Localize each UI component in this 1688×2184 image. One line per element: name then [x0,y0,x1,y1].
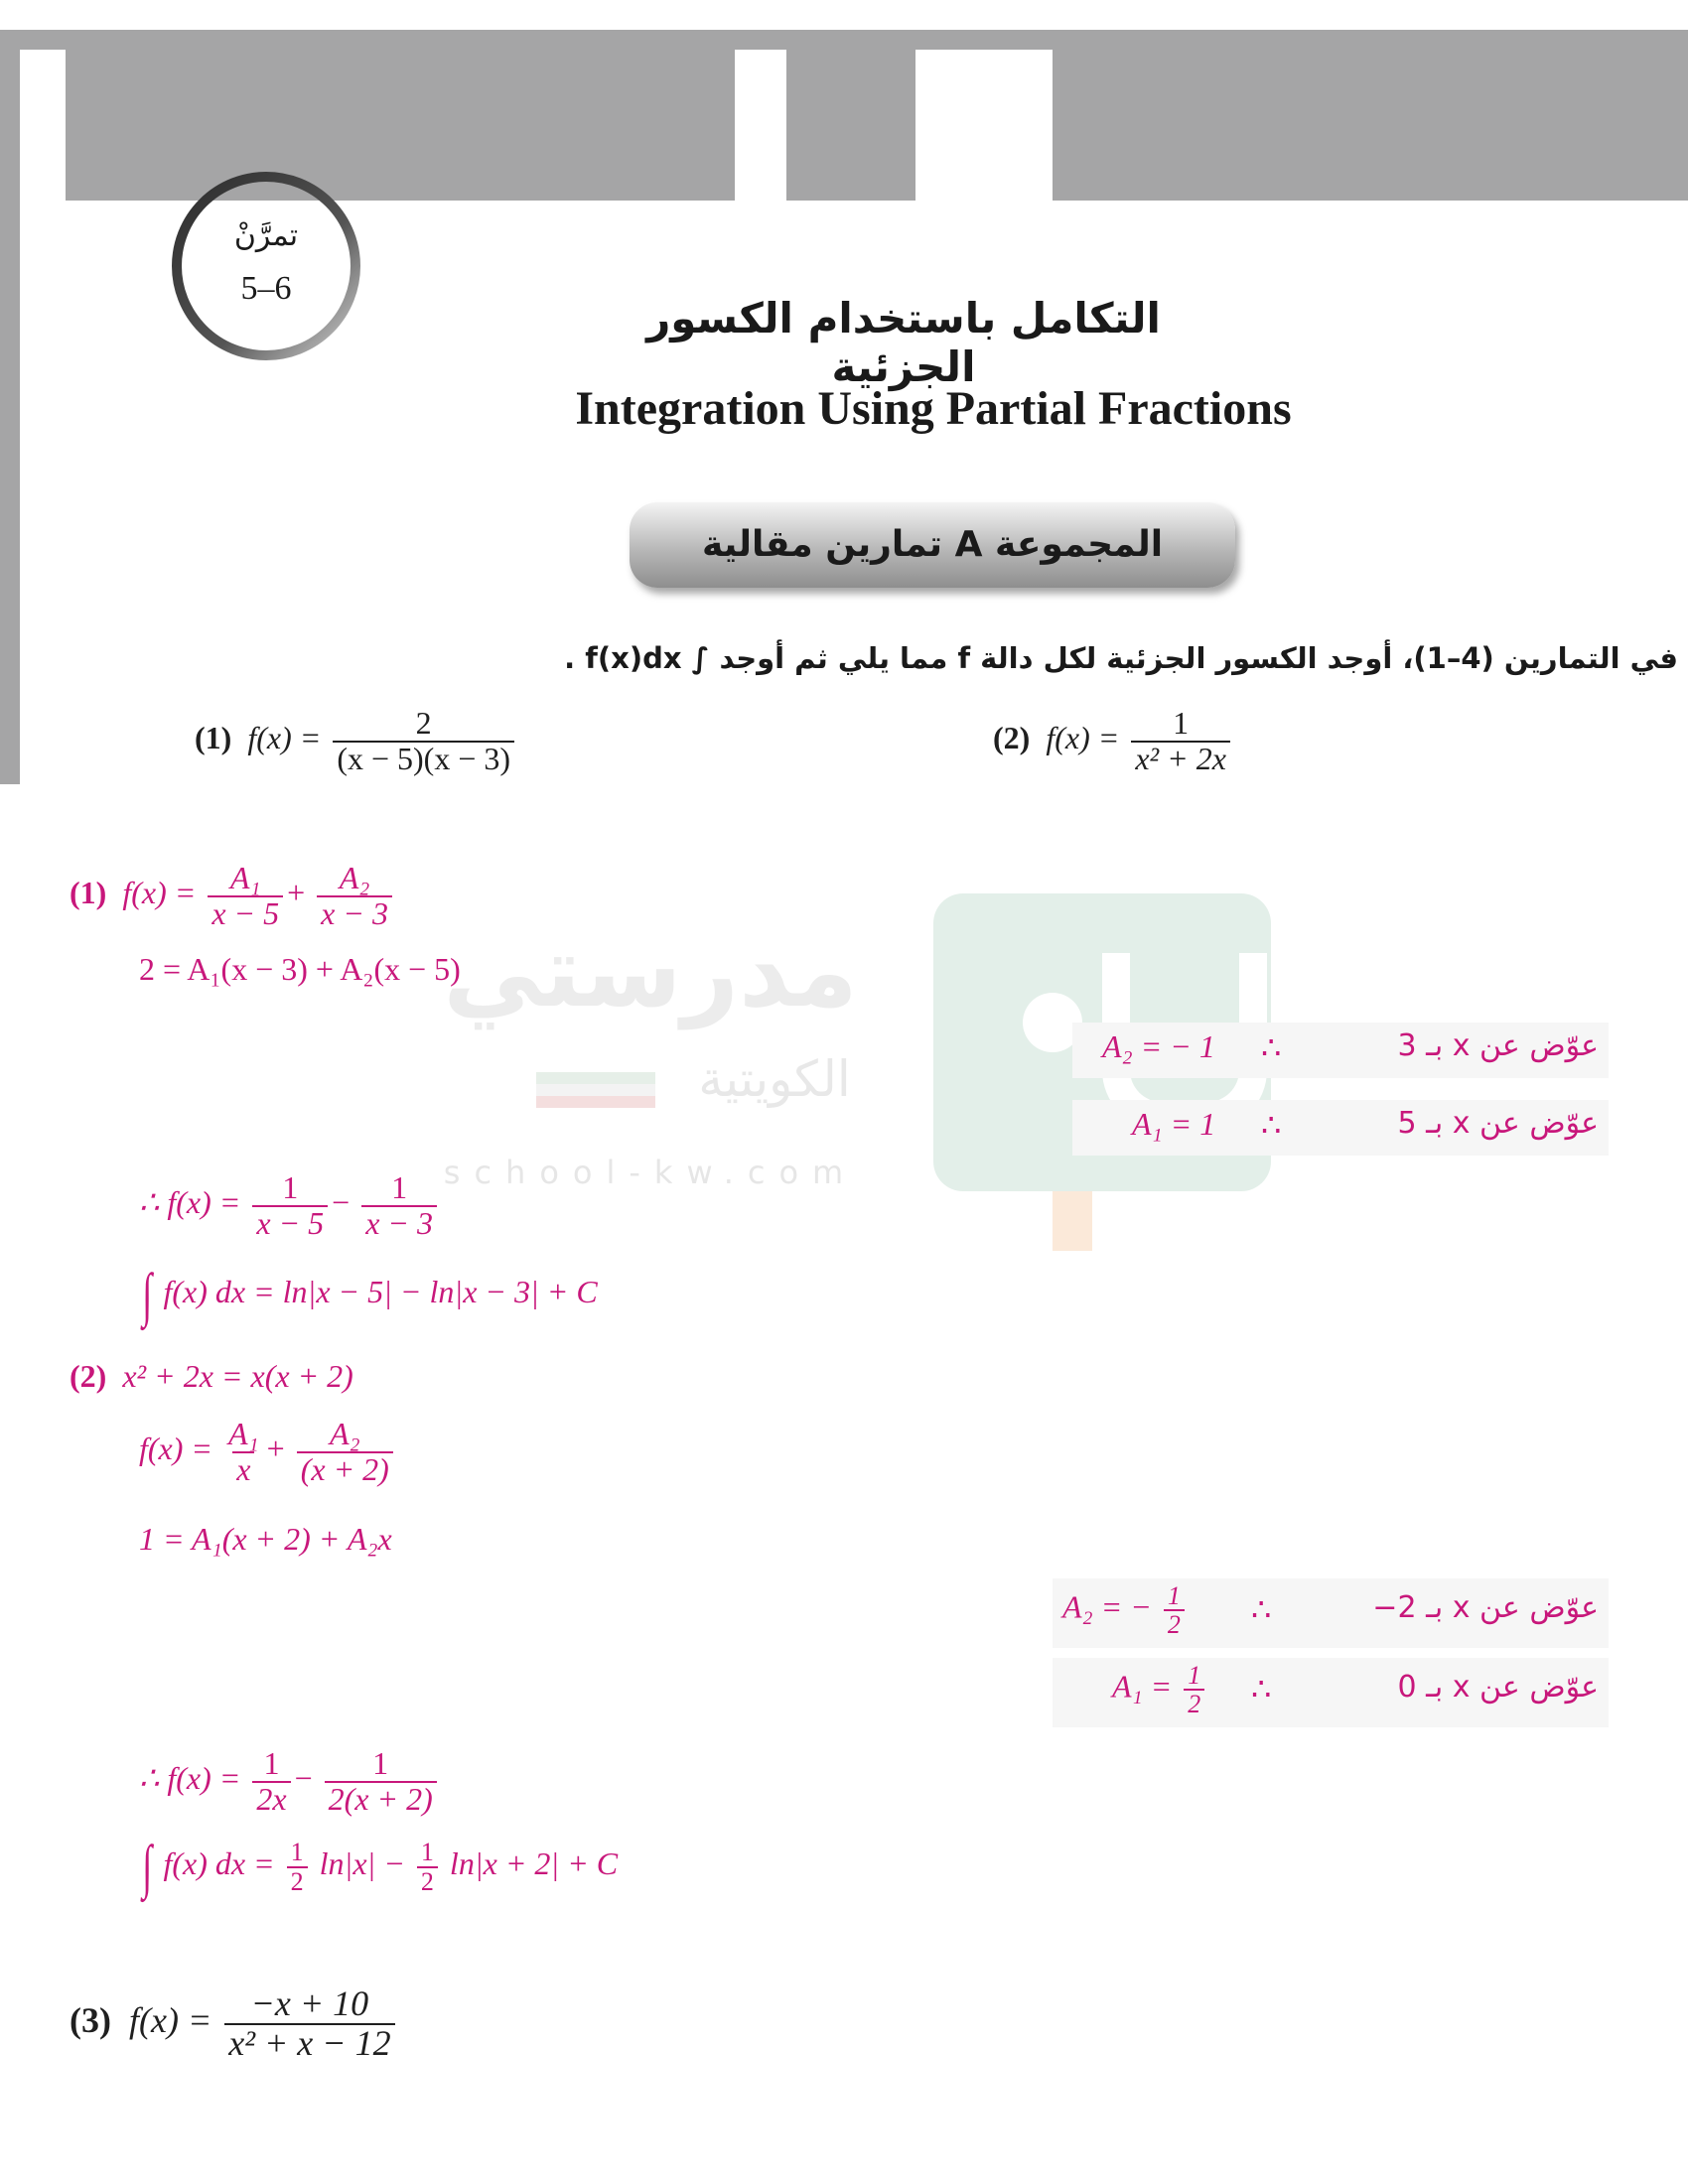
sol2-a2-den: (x + 2) [297,1451,393,1487]
sol2-line5 [139,1833,618,1901]
sol2-l5-a: f(x) dx = [163,1844,275,1881]
sol1-line1: (1) f(x) = $\frac{\text{A₁}}{x - 5}$ + $\frac{\text{A₂}}{x - 3}$ [70,862,396,930]
sol1-a2-num: A₂ [339,860,370,895]
sol1-a1-den: x − 5 [208,895,283,931]
sol2-sub1-therefore: ∴ [1251,1591,1272,1627]
header-bar-2 [786,50,915,201]
sol2-l5-frac2 [417,1839,438,1895]
sol1-l3-lhs: ∴ f(x) = [139,1183,241,1220]
sol2-a2-num: A₂ [329,1416,360,1451]
problem-1-fraction [333,707,514,775]
sol1-l4-text: f(x) dx = ln|x − 5| − ln|x − 3| + C [163,1273,598,1309]
sol2-l4-d1: 2x [252,1781,290,1817]
sol2-sub1-d: 2 [1164,1609,1185,1638]
problem-1-numerator: 2 [415,705,432,741]
watermark-logo-tab [1053,1191,1092,1251]
sol2-sub2-text: عوّض عن x بـ 0 [1397,1670,1599,1705]
sol2-l5-d2: 2 [417,1866,438,1895]
header-bar-1 [66,50,735,201]
sol2-l5-frac1 [287,1839,308,1895]
integral-icon: ∫ [142,1834,153,1899]
sol1-sub2-therefore: ∴ [1261,1107,1282,1143]
header-bar-3 [1053,50,1688,201]
sol2-sub1-text: عوّض عن x بـ 2− [1372,1590,1599,1625]
sol2-l5-n1: 1 [290,1838,304,1867]
sol2-number: (2) [70,1358,107,1394]
sol1-frac-a1 [208,862,283,930]
problem-3-fraction [224,1985,394,2063]
problem-2-numerator: 1 [1173,705,1190,741]
sol2-sub2-therefore: ∴ [1251,1671,1272,1706]
sol2-l1-text: x² + 2x = x(x + 2) [122,1358,353,1394]
sol2-l2-frac2 [297,1418,393,1486]
sol2-sub1-result [1062,1582,1189,1639]
sol2-line2: f(x) = $\frac{\text{A₁}}{x}$ + $\frac{\text{A₂}}{(x + 2)}$ [139,1418,397,1486]
sol1-l3-n1: 1 [282,1169,299,1205]
left-rule [0,30,20,784]
problem-1-number: (1) [195,719,232,755]
title-english: Integration Using Partial Fractions [575,382,1292,435]
problem-1 [195,707,518,775]
watermark-brand: مدرستي [443,913,858,1029]
sol2-sub2-frac [1184,1662,1204,1718]
sol2-sub2-d: 2 [1184,1689,1204,1717]
badge-ring [169,169,363,363]
problem-2-number: (2) [993,719,1031,755]
sol1-l3-n2: 1 [391,1169,408,1205]
instruction: في التمارين (4–1)، أوجد الكسور الجزئية لكل دالة f مما يلي ثم أوجد ∫ f(x)dx . [564,641,1678,675]
problem-3 [70,1985,399,2063]
sol2-l4-d2: 2(x + 2) [325,1781,437,1817]
sol1-sub1 [1072,1023,1609,1078]
problem-1-lhs: f(x) = [247,719,322,755]
sol2-sub2-n: 1 [1188,1661,1201,1690]
sol2-sub2 [1053,1658,1609,1727]
sol2-a1-num: A₁ [228,1416,259,1451]
sol2-l4-n2: 1 [372,1745,389,1781]
problem-3-lhs: f(x) = [128,2000,212,2041]
sol1-line4 [139,1261,598,1329]
title-arabic: التكامل باستخدام الكسور الجزئية [646,294,1161,391]
sol1-sub1-therefore: ∴ [1261,1029,1282,1065]
problem-2-denominator: x² + 2x [1131,741,1230,776]
problem-2-lhs: f(x) = [1046,719,1120,755]
sol2-l2-lhs: f(x) = [139,1430,212,1466]
sol1-frac-a2 [317,862,392,930]
sol1-l3-frac2 [361,1171,437,1240]
sol1-sub2-result: A₁ = 1 [1132,1106,1216,1142]
group-label: المجموعة A تمارين مقالية [701,524,1164,565]
sol2-l4-frac1 [252,1747,290,1816]
sol1-sub1-result: A₂ = − 1 [1102,1028,1215,1064]
badge-label: تمرَّنْ [233,218,299,253]
top-rule [0,30,1688,50]
sol2-sub1-frac [1164,1582,1185,1639]
sol1-l3-d1: x − 5 [252,1205,328,1241]
sol2-line3: 1 = A₁(x + 2) + A₂x [139,1521,392,1557]
sol2-l4-frac2 [325,1747,437,1816]
sol1-sub2-text: عوّض عن x بـ 5 [1397,1106,1599,1141]
sol2-sub2-lhs: A₁ = [1112,1668,1173,1705]
sol1-lhs: f(x) = [122,874,197,910]
sol2-a1-den: x [232,1451,254,1487]
sol1-l3-d2: x − 3 [361,1205,437,1241]
watermark-flag [536,1072,655,1108]
sol2-sub1-n: 1 [1167,1581,1181,1610]
sol2-sub1-lhs: A₂ = − [1062,1588,1152,1625]
sol2-line4: ∴ f(x) = $\frac{1}{2x}$ − $\frac{1}{2(x + 2)}$ [139,1747,441,1816]
sol1-number: (1) [70,874,107,910]
sol2-l5-n2: 1 [420,1838,434,1867]
sol2-l5-d1: 2 [287,1866,308,1895]
sol2-sub2-result [1112,1662,1208,1718]
problem-2 [993,707,1234,775]
sol1-line3: ∴ f(x) = $\frac{1}{x - 5}$ − $\frac{1}{x - 3}$ [139,1171,441,1240]
problem-3-number: (3) [70,2000,111,2041]
watermark-sub: الكويتية [698,1050,851,1108]
exercise-badge [169,169,363,363]
sol1-a2-den: x − 3 [317,895,392,931]
sol2-l5-c: ln|x + 2| + C [449,1844,619,1881]
badge-number: 5–6 [240,270,292,307]
sol1-line2: 2 = A₁(x − 3) + A₂(x − 5) [139,951,461,987]
sol2-l4-n1: 1 [263,1745,280,1781]
sol1-l3-frac1 [252,1171,328,1240]
sol2-line1 [70,1358,353,1395]
sol1-a1-num: A₁ [229,860,261,895]
problem-1-denominator: (x − 5)(x − 3) [333,741,514,776]
sol1-sub2 [1072,1100,1609,1156]
sol2-sub1 [1053,1578,1609,1648]
problem-3-numerator: −x + 10 [250,1983,369,2023]
sol2-l5-b: ln|x| − [319,1844,405,1881]
watermark-url: school-kw.com [443,1154,858,1191]
sol2-l4-lhs: ∴ f(x) = [139,1759,241,1796]
sol2-l2-frac1 [224,1418,263,1486]
problem-2-fraction [1131,707,1230,775]
group-pill [630,502,1235,588]
sol1-sub1-text: عوّض عن x بـ 3 [1397,1028,1599,1063]
problem-3-denominator: x² + x − 12 [224,2023,394,2063]
integral-icon: ∫ [142,1262,153,1327]
